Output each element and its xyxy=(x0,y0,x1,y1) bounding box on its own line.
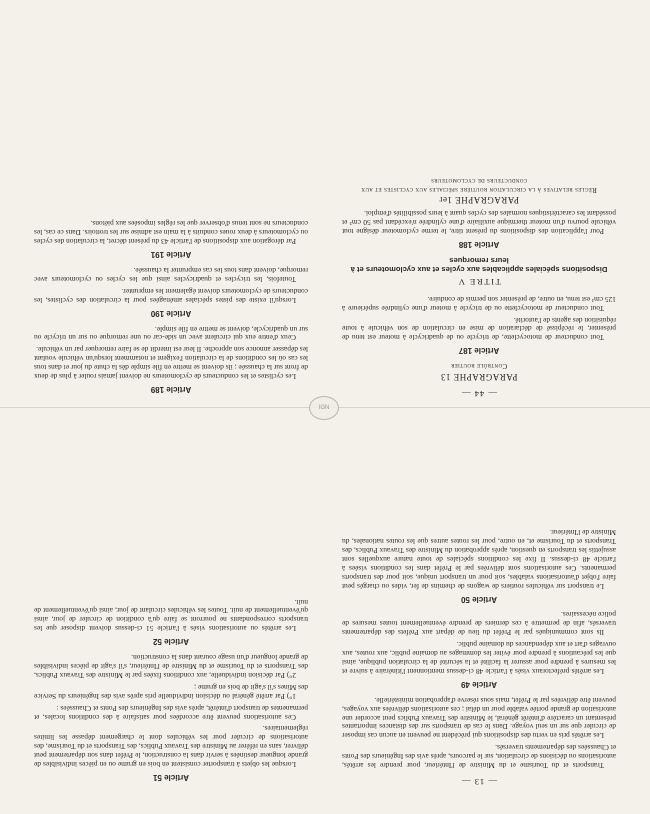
page-44 xyxy=(34,20,616,400)
article-52-title: Article 52 xyxy=(152,637,190,647)
article-190-text: Lorsqu'il existe des pistes spéciales aménagées pour la circulation des cyclistes, les conducteurs de cyclomoteurs doivent également les emprunter. xyxy=(34,286,308,305)
paragraph-heading: PARAGRAPHE 13 xyxy=(440,372,518,383)
titre-heading: TITRE V xyxy=(457,276,501,287)
page-13-column xyxy=(342,418,616,788)
article-51-text: Lorsque les objets à transporter consistent en bois en grume ou en pièces indivisibles de grande longueur destinées à servir dans la construction, le Préfet dans son département peut délivrer, sans en référer au Ministre des Travaux Publics, des Transports et du Tourisme, des autorisations de circuler pour les véhicules dont le chargement dépasse les limites réglementaires. xyxy=(34,724,308,770)
page-number: — 13 — xyxy=(460,777,498,787)
article-187-text-2: Tout conducteur de motocyclette ou de tricycle à moteur d'une cylindrée supérieure à 125 cm³ est tenu, en outre, de présenter son permis de conduire. xyxy=(342,294,616,313)
article-189-title: Article 189 xyxy=(150,385,192,394)
page-13-column-2 xyxy=(34,418,308,788)
article-188-title: Article 188 xyxy=(458,240,500,250)
paragraph-1-heading: PARAGRAPHE 1er xyxy=(439,195,519,206)
page-44-column xyxy=(342,20,616,400)
article-51-text-4: 2°) Par décision individuelle, aux conditions fixées par le Ministre des Travaux Publics, des Transports et du Tourisme et du Ministre de l'Intérieur, s'il s'agit de pièces indivisibles de grande longueur d'un usage courant dans la construction. xyxy=(34,653,308,680)
article-49-text-2: Ils sont communiqués par le Préfet du lieu de départ aux Préfets des départements traversés, afin de permettre à ces derniers de prendre éventuellement toutes mesures de police nécessaires. xyxy=(342,610,616,638)
article-49-title: Article 49 xyxy=(460,679,498,689)
article-191-title: Article 191 xyxy=(150,250,192,260)
article-189-text-2: Ceux d'entre eux qui circulent avec un side-car ou une remorque ou sur un tricycle ou sur un quadricycle, doivent se mettre en file simple. xyxy=(34,324,308,343)
article-187-text: Tout conducteur de motocyclette, de tricycle ou de quadricycle à moteur est tenu de présenter, le récépissé de déclaration de mise en circulation de son véhicule à toute réquisition des agents de l'autorité. xyxy=(342,315,616,343)
article-50-title: Article 50 xyxy=(460,594,498,604)
library-stamp: IGN xyxy=(309,396,339,420)
paragraph-1-subheading: Règles relatives à la circulation routière spéciales aux cyclistes et aux conducteurs de cyclomoteurs xyxy=(361,176,597,194)
article-51-text-3: 1°) Par arrêté général ou décision individuelle pris après avis des Ingénieurs du Service des Mines s'il s'agit de bois en grume ; xyxy=(34,682,308,701)
titre-subheading: Dispositions spéciales applicables aux cycles et aux cyclomoteurs et à leurs remorques xyxy=(350,255,608,274)
page-44-column-2 xyxy=(34,20,308,400)
page-13 xyxy=(34,418,616,788)
article-51-text-2: Ces autorisations peuvent être accordées pour satisfaire à des conditions locales, et permanentes de transport d'intérêt, après avis des Ingénieurs des Ponts et Chaussées : xyxy=(34,703,308,722)
article-51-title: Article 51 xyxy=(152,773,190,782)
article-191-text: Par dérogation aux dispositions de l'article 43 du présent décret, la circulation des cycles ou cyclomoteurs à deux roues conduits à la main est admise sur les trottoirs. Dans ce cas, les conducteurs ne sont tenus d'observer que les règles imposées aux piétons. xyxy=(34,219,308,247)
article-190-text-2: Toutefois, les tricycles et quadricycles ainsi que les cycles ou cyclomoteurs avec remorque, doivent dans tous les cas emprunter la chaussée. xyxy=(34,266,308,284)
intro-text: Transports et du Tourisme et du Ministre de l'Intérieur, pour prendre les arrêtés, autorisations ou décisions de circulation, sur le parcours, après avis des Ingénieurs des Ponts et Chaussées des départements traversés. xyxy=(342,743,616,771)
article-190-title: Article 190 xyxy=(150,308,192,318)
article-189-text: Les cyclistes et les conducteurs de cyclomoteurs ne doivent jamais rouler à plus de deux de front sur la chaussée ; ils doivent se mettre en file simple dès la chute du jour et dans tous les cas où les conditions de la circulation l'exigent et notamment lorsqu'un véhicule voulant les dépasser annonce son approche. Il leur est interdit de se faire remorquer par un véhicule. xyxy=(34,345,308,382)
article-52-text: Les arrêtés ou autorisations visés à l'article 51 ci-dessus doivent disposer que les transports correspondants ne pourront se faire qu'à condition de circuler de jour, ainsi qu'éventuellement de nuit. Toutes les véhicules circulant de jour, ainsi qu'éventuellement de nuit. xyxy=(34,597,308,634)
article-50-text: Le transport sur véhicules routiers de wagons de chemins de fer, vides ou chargés peut faire l'objet d'autorisations valables, soit pour un transport unique, soit pour des transports permanents. Ces autorisations sont délivrées par le Préfet dans les conditions visées à l'article 48 ci-dessus. Il fixe les conditions spéciales de toute nature auxquelles sont assujettis les transports en question, après approbation du Ministre des Travaux Publics, des Transports et du Tourisme et, en outre, pour les routes autres que les routes nationales, du Ministre de l'Intérieur. xyxy=(342,528,616,591)
article-49-text: Les arrêtés préfectoraux visés à l'article 48 ci-dessus mentionnent l'itinéraire à suivre et les mesures à prendre pour assurer la facilité et la sécurité de la circulation publique, ainsi que les précautions à prendre pour éviter les dommages au domaine public, aux routes, aux ouvrages d'art et aux dépendances du domaine public. xyxy=(342,640,616,676)
intro-text-2: Les arrêtés pris en vertu des dispositions qui précèdent ne peuvent en aucun cas imposer de circuler que sur un seul voyage. Dans le cas de transports sur des distances importantes présentant un caractère d'intérêt général, le Ministre des Travaux Publics peut accorder une autorisation de grande portée valable pour un délai ; ces autorisations délivrées aux voyages, peuvent être délivrées par le Préfet, mais sous réserve d'approbation ministérielle. xyxy=(342,695,616,741)
article-188-text: Pour l'application des dispositions du présent titre, le terme cyclomoteur désigne tout véhicule pourvu d'un moteur thermique auxiliaire d'une cylindrée n'excédant pas 50 cm³ et possédant les caractéristiques normales des cycles quant à leurs possibilités d'emploi. xyxy=(342,209,616,237)
paragraph-subheading: Contrôle routier xyxy=(450,362,508,371)
article-187-title: Article 187 xyxy=(458,346,500,356)
page-number: — 44 — xyxy=(460,389,498,399)
